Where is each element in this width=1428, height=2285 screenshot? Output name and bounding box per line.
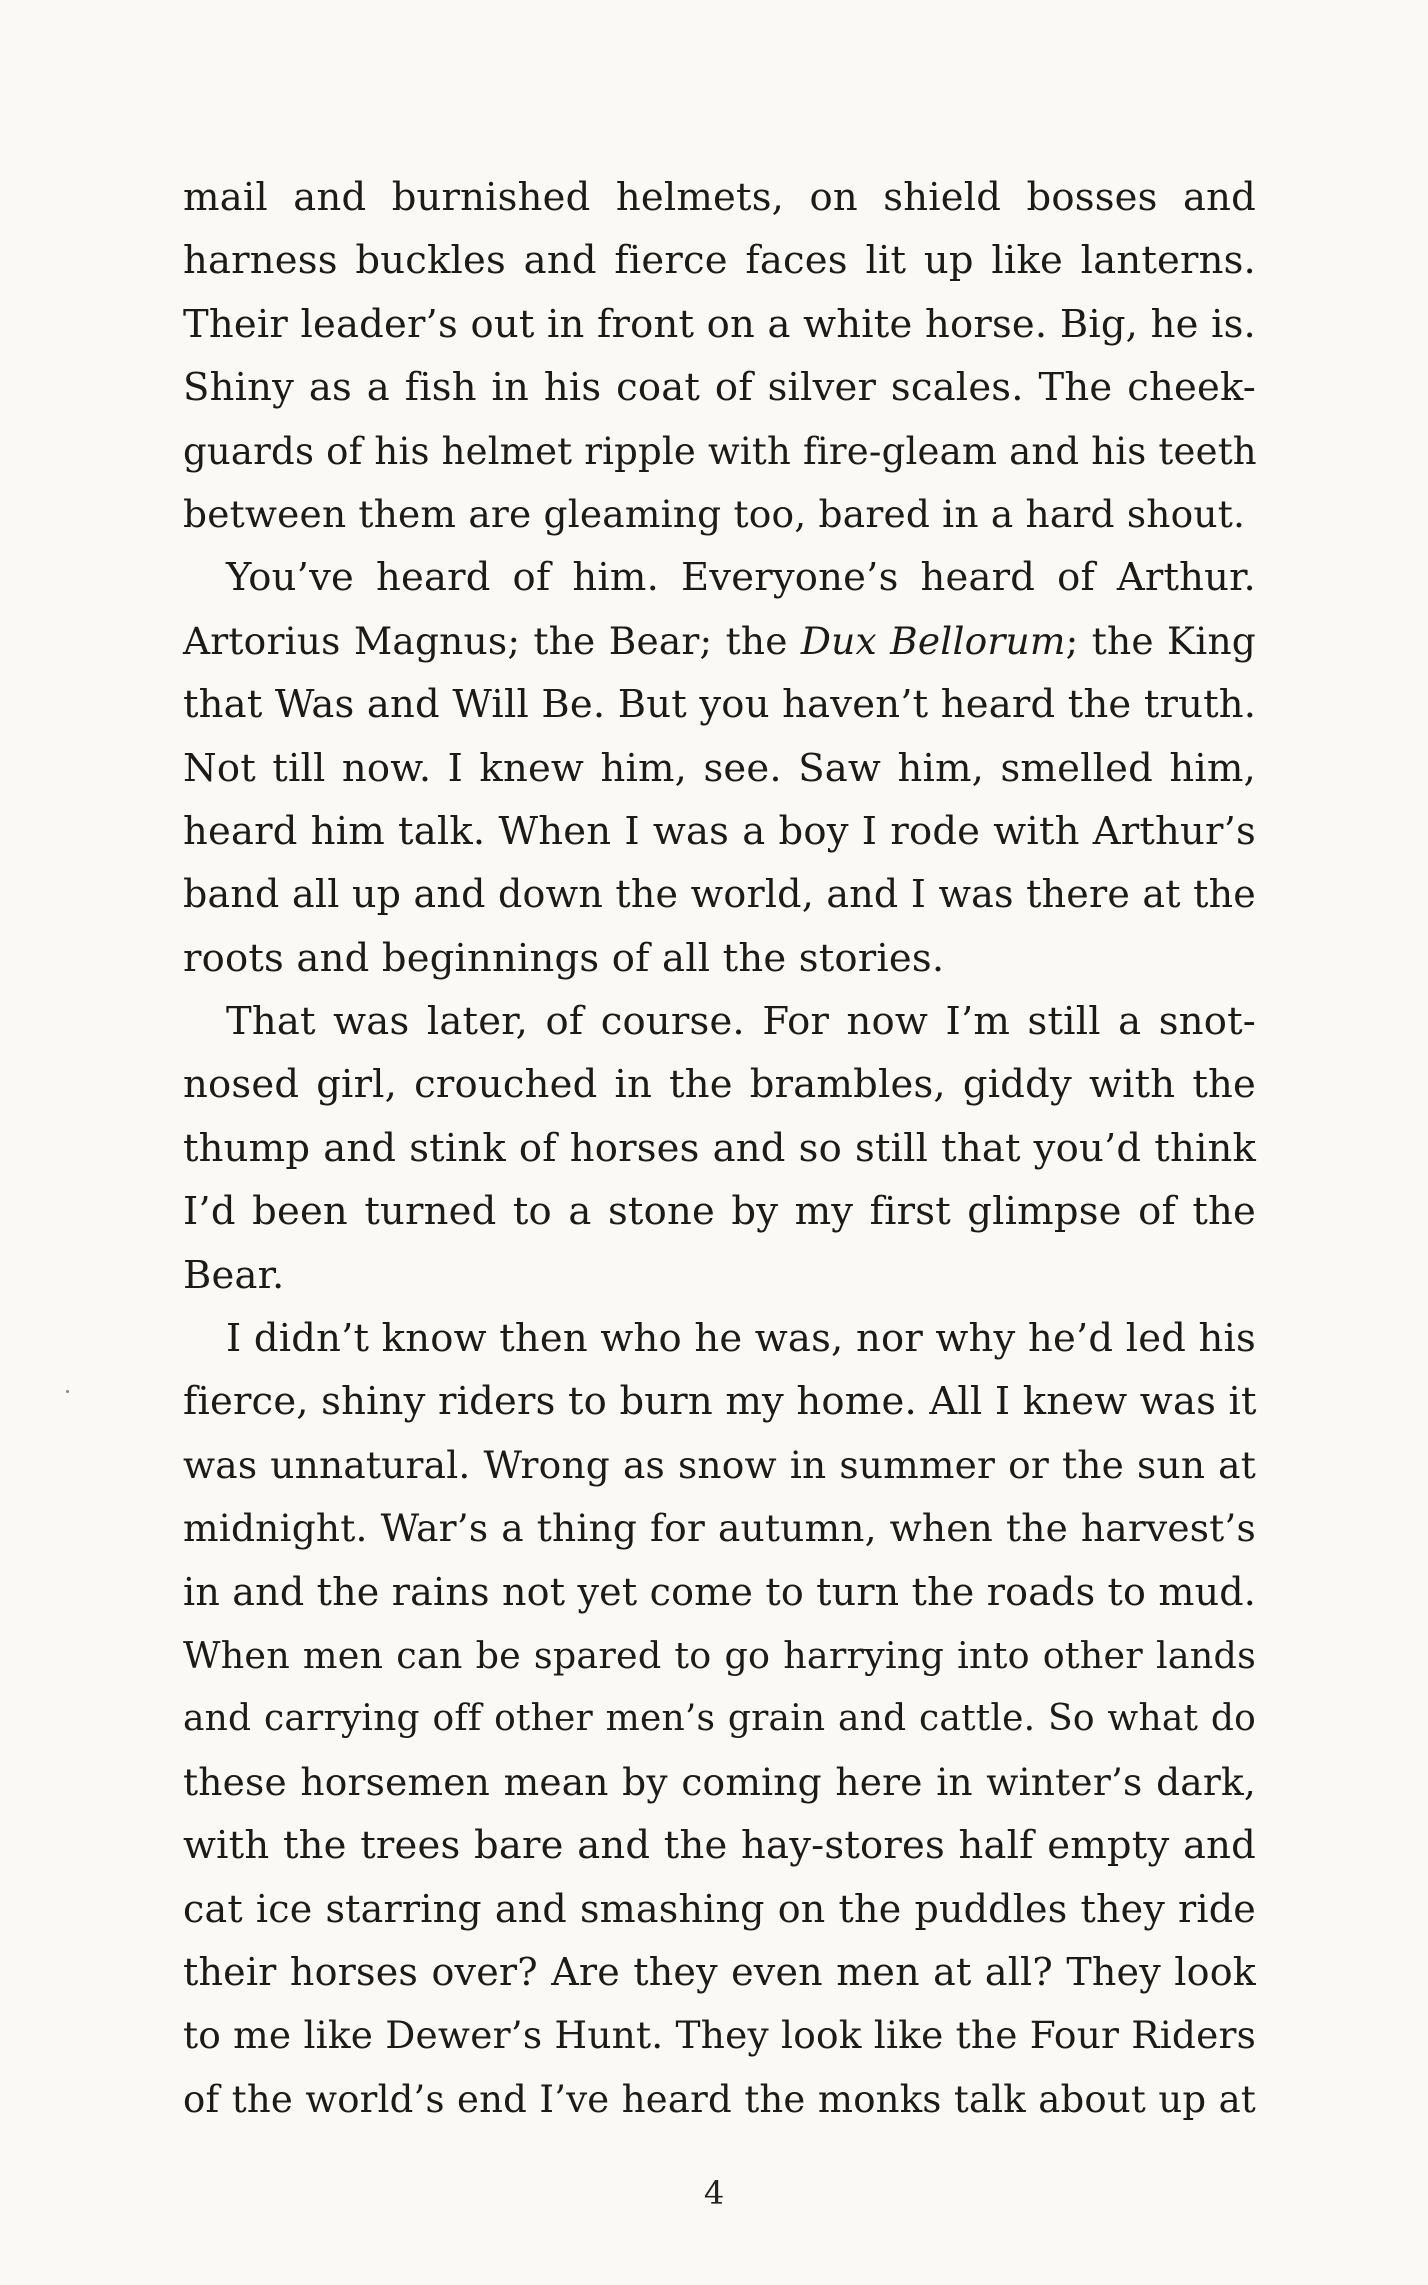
text-line: their horses over? Are they even men at all? They look [183, 1949, 1256, 1994]
text-line: You’ve heard of him. Everyone’s heard of Arthur. [226, 555, 1256, 601]
text-line: nosed girl, crouched in the brambles, giddy with the [183, 1062, 1256, 1108]
text-line: and carrying off other men’s grain and cattle. So what do [183, 1698, 1256, 1740]
text-line: Shiny as a fish in his coat of silver scales. The cheek- [183, 365, 1256, 411]
text-line: band all up and down the world, and I was there at the [183, 872, 1256, 917]
text-line: between them are gleaming too, bared in a hard shout. [183, 491, 1246, 536]
text-segment: Artorius Magnus; the Bear; the [183, 618, 801, 663]
text-line: Their leader’s out in front on a white horse. Big, he is. [183, 301, 1256, 347]
text-line: I didn’t know then who he was, nor why he’d led his [226, 1316, 1256, 1362]
text-line: heard him talk. When I was a boy I rode with Arthur’s [183, 808, 1256, 854]
text-line: of the world’s end I’ve heard the monks talk about up at [183, 2077, 1256, 2121]
text-line: roots and beginnings of all the stories. [183, 935, 945, 981]
text-line: these horsemen mean by coming here in winter’s dark, [183, 1759, 1256, 1804]
text-line: When men can be spared to go harrying into other lands [183, 1633, 1256, 1677]
text-line: midnight. War’s a thing for autumn, when the harvest’s [183, 1506, 1256, 1551]
page-number: 4 [703, 2174, 725, 2212]
text-line: I’d been turned to a stone by my first glimpse of the [183, 1189, 1256, 1235]
text-line: fierce, shiny riders to burn my home. All I knew was it [183, 1379, 1257, 1425]
text-segment: ; the King [1065, 618, 1256, 663]
text-line: cat ice starring and smashing on the puddles they ride [183, 1886, 1256, 1931]
text-line: was unnatural. Wrong as snow in summer or the sun at [183, 1442, 1256, 1487]
text-line: mail and burnished helmets, on shield bosses and [183, 175, 1256, 220]
text-line: thump and stink of horses and so still that you’d think [183, 1125, 1256, 1171]
text-line: Not till now. I knew him, see. Saw him, smelled him, [183, 745, 1256, 791]
italic-term: Dux Bellorum [800, 618, 1066, 663]
text-line: with the trees bare and the hay-stores half empty and [183, 1823, 1256, 1869]
text-line: in and the rains not yet come to turn the roads to mud. [183, 1569, 1257, 1614]
body-text [183, 166, 1256, 2131]
paper-speck [66, 1390, 69, 1393]
text-line: to me like Dewer’s Hunt. They look like the Four Riders [183, 2013, 1257, 2058]
text-line [183, 610, 1256, 673]
text-line: That was later, of course. For now I’m still a snot- [226, 999, 1256, 1045]
text-line: Bear. [183, 1252, 285, 1298]
text-line: harness buckles and fierce faces lit up like lanterns. [183, 238, 1256, 284]
text-line: that Was and Will Be. But you haven’t heard the truth. [183, 682, 1257, 728]
text-line: guards of his helmet ripple with fire-gleam and his teeth [183, 429, 1257, 473]
